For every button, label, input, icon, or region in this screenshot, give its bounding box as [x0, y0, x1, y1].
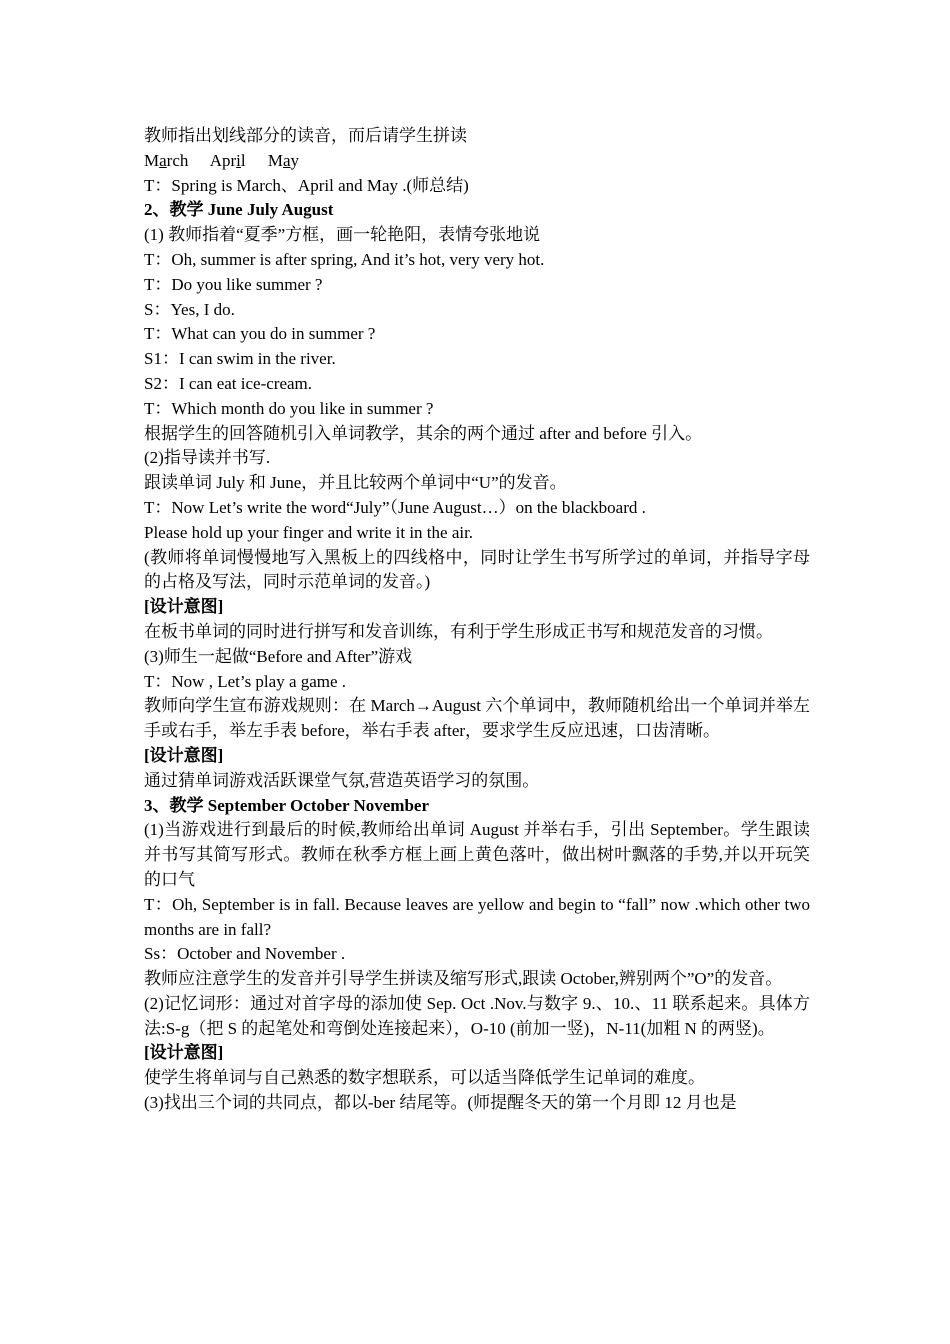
dialogue-line: S1：I can swim in the river. — [144, 349, 336, 369]
paragraph: 教师向学生宣布游戏规则：在 March→August 六个单词中，教师随机给出一个单词并举左手或右手，举左手表 before，举右手表 after，要求学生反应迅速，口齿清晰。 — [144, 696, 810, 741]
dialogue-line: T：Oh, September is in fall. Because leaves are yellow and begin to “fall” now .which other two months are in fall? — [144, 894, 810, 939]
paragraph: (3)师生一起做“Before and After”游戏 — [144, 646, 413, 666]
paragraph: 教师应注意学生的发音并引导学生拼读及缩写形式,跟读 October,辨别两个”O”的发音。 — [144, 969, 783, 989]
month-words-line — [144, 149, 810, 174]
paragraph: 跟读单词 July 和 June，并且比较两个单词中“U”的发音。 — [144, 473, 567, 493]
dialogue-line: T：Which month do you like in summer ? — [144, 398, 434, 418]
paragraph: 根据学生的回答随机引入单词教学，其余的两个通过 after and before 引入。 — [144, 423, 703, 443]
section-heading: 2、教学 June July August — [144, 200, 334, 220]
word-march: March — [144, 150, 189, 170]
word-april: April — [209, 150, 246, 170]
paragraph: (教师将单词慢慢地写入黑板上的四线格中，同时让学生书写所学过的单词，并指导字母的占格及写法，同时示范单词的发音。) — [144, 547, 810, 592]
dialogue-line: Ss：October and November . — [144, 944, 346, 964]
paragraph: 教师指出划线部分的读音，而后请学生拼读 — [144, 126, 467, 145]
paragraph: (2)指导读并书写. — [144, 448, 271, 468]
dialogue-line: T：Do you like summer ? — [144, 274, 323, 294]
paragraph: 使学生将单词与自己熟悉的数字想联系，可以适当降低学生记单词的难度。 — [144, 1068, 705, 1088]
paragraph: (1) 教师指着“夏季”方框，画一轮艳阳，表情夸张地说 — [144, 225, 541, 245]
dialogue-line: S：Yes, I do. — [144, 299, 235, 319]
dialogue-line: S2：I can eat ice-cream. — [144, 373, 313, 393]
paragraph: Please hold up your finger and write it in the air. — [144, 522, 474, 542]
paragraph: (2)记忆词形：通过对首字母的添加使 Sep. Oct .Nov.与数字 9.、10.、11 联系起来。具体方法:S-g（把 S 的起笔处和弯倒处连接起来），O-10 (前加一竖)，N-11(加粗 N 的两竖)。 — [144, 993, 810, 1038]
design-intent-heading: [设计意图] — [144, 597, 224, 617]
dialogue-line: T：Now , Let’s play a game . — [144, 671, 347, 691]
dialogue-line: T：Spring is March、April and May .(师总结) — [144, 175, 469, 195]
paragraph: (3)找出三个词的共同点，都以-ber 结尾等。(师提醒冬天的第一个月即 12 月也是 — [144, 1093, 737, 1113]
paragraph: 在板书单词的同时进行拼写和发音训练，有利于学生形成正书写和规范发音的习惯。 — [144, 621, 773, 641]
design-intent-heading: [设计意图] — [144, 745, 224, 765]
paragraph: (1)当游戏进行到最后的时候,教师给出单词 August 并举右手，引出 September。学生跟读并书写其简写形式。教师在秋季方框上画上黄色落叶，做出树叶飘落的手势,并以开玩笑的口气 — [144, 820, 810, 889]
design-intent-heading: [设计意图] — [144, 1043, 224, 1063]
dialogue-line: T：Now Let’s write the word“July”（June August…）on the blackboard . — [144, 497, 646, 517]
section-heading: 3、教学 September October November — [144, 795, 430, 815]
document-page — [144, 124, 810, 1116]
dialogue-line: T：Oh, summer is after spring, And it’s hot, very very hot. — [144, 249, 545, 269]
word-may: May — [267, 150, 300, 170]
dialogue-line: T：What can you do in summer ? — [144, 324, 376, 344]
paragraph: 通过猜单词游戏活跃课堂气氛,营造英语学习的氛围。 — [144, 770, 540, 790]
